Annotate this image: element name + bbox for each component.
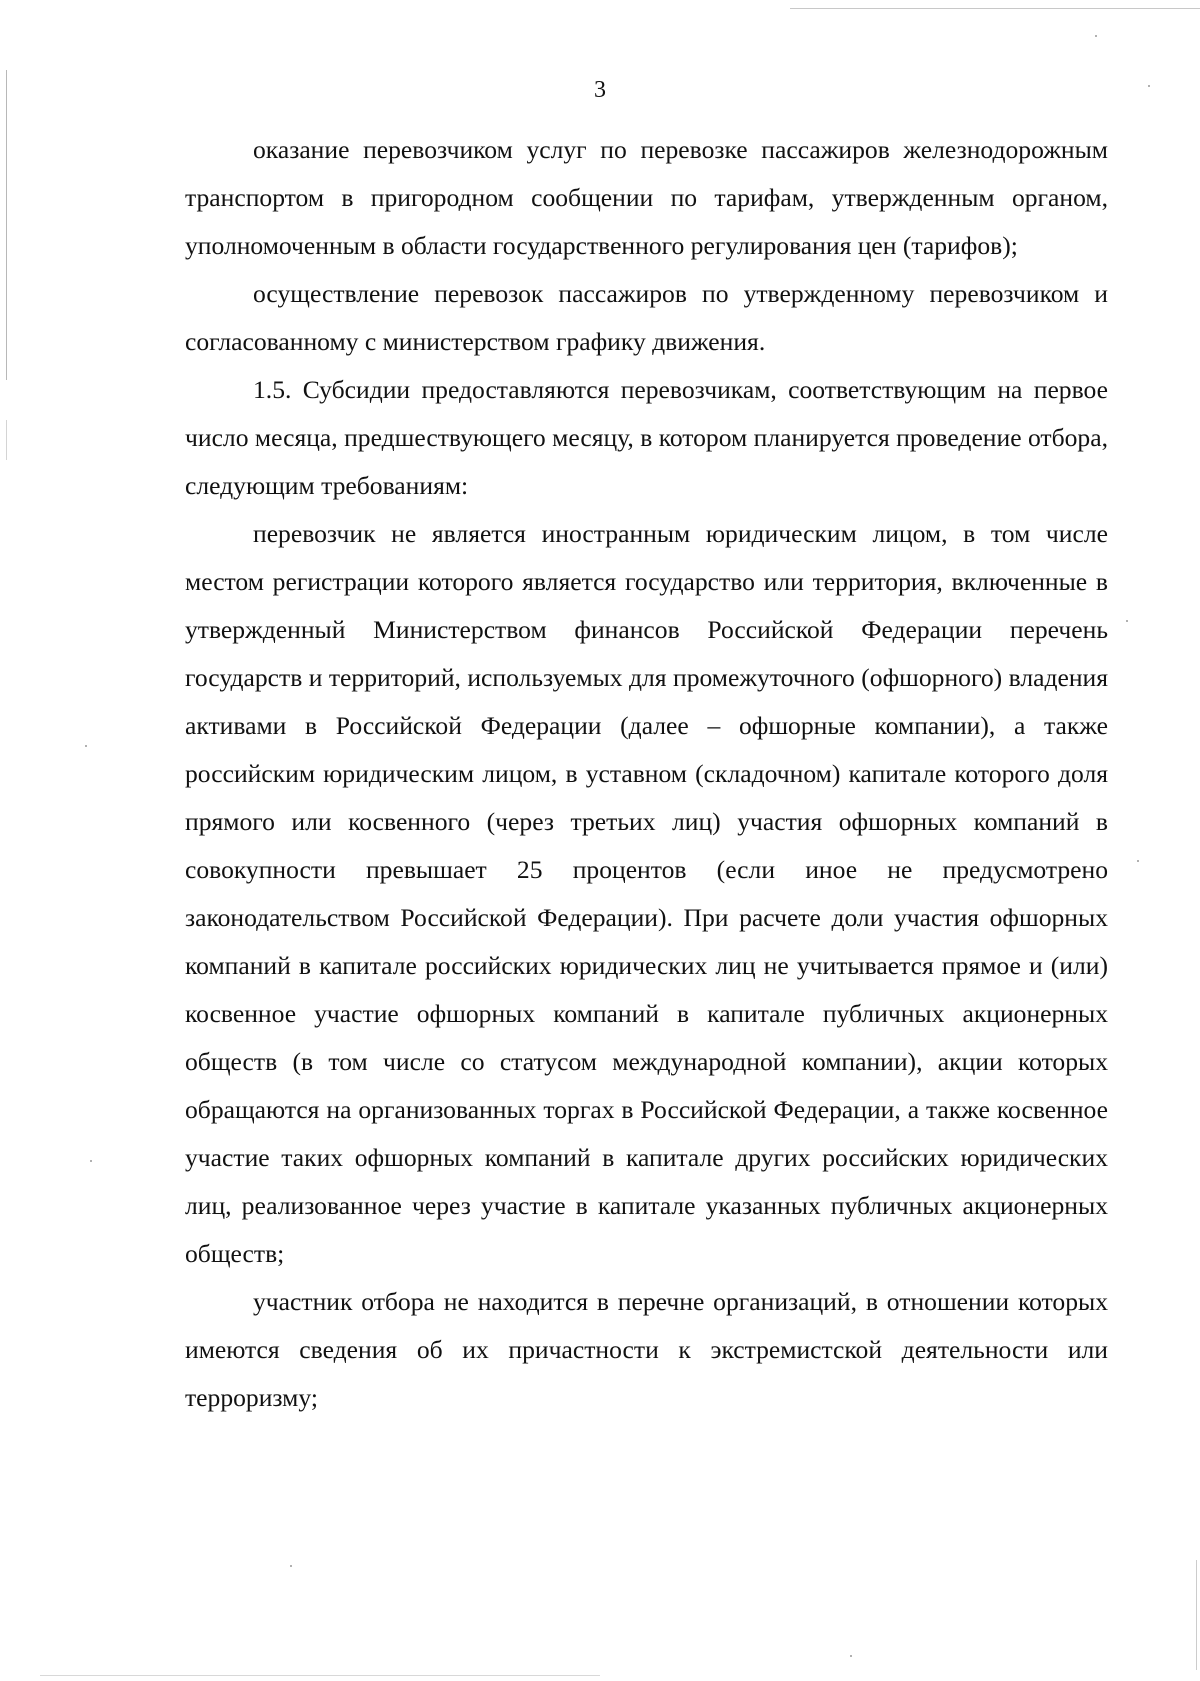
document-body [185,126,1108,1422]
scan-edge-line-bottom [40,1675,600,1676]
scan-edge-line-left [6,70,7,380]
scan-speck [90,1160,92,1162]
scan-edge-line-right [1196,1560,1197,1670]
scan-edge-line-left-lower [6,420,7,460]
paragraph-tariff-services: оказание перевозчиком услуг по перевозке пассажиров железнодорожным транспортом в пригородном сообщении по тарифам, утвержденным органом, уполномоченным в области государственного регулирования цен (тарифов); [185,135,1108,260]
scan-speck [1126,620,1128,622]
page-number: 3 [594,77,606,103]
paragraph-offshore-requirement: перевозчик не является иностранным юридическим лицом, в том числе местом регистрации которого является государство или территория, включенные в утвержденный Министерством финансов Российской Федерации перечень государств и территорий, используемых для промежуточного (офшорного) владения активами в Российской Федерации (далее – офшорные компании), а также российским юридическим лицом, в уставном (складочном) капитале которого доля прямого или косвенного (через третьих лиц) участия офшорных компаний в совокупности превышает 25 процентов (если иное не предусмотрено законодательством Российской Федерации). При расчете доли участия офшорных компаний в капитале российских юридических лиц не учитывается прямое и (или) косвенное участие офшорных компаний в капитале публичных акционерных обществ (в том числе со статусом международной компании), акции которых обращаются на организованных торгах в Российской Федерации, а также косвенное участие таких офшорных компаний в капитале других российских юридических лиц, реализованное через участие в капитале указанных публичных акционерных обществ; [185,519,1108,1268]
scan-speck [1137,860,1139,862]
scan-edge-line-top [790,8,1200,9]
scan-speck [850,1655,852,1657]
scan-speck [290,1565,292,1567]
paragraph-schedule: осуществление перевозок пассажиров по утвержденному перевозчиком и согласованному с министерством графику движения. [185,279,1108,356]
paragraph-extremism-requirement: участник отбора не находится в перечне организаций, в отношении которых имеются сведения об их причастности к экстремистской деятельности или терроризму; [185,1287,1108,1412]
paragraph-requirements-intro: 1.5. Субсидии предоставляются перевозчикам, соответствующим на первое число месяца, предшествующего месяцу, в котором планируется проведение отбора, следующим требованиям: [185,375,1108,500]
scan-speck [85,745,87,747]
scan-speck [1095,35,1097,37]
